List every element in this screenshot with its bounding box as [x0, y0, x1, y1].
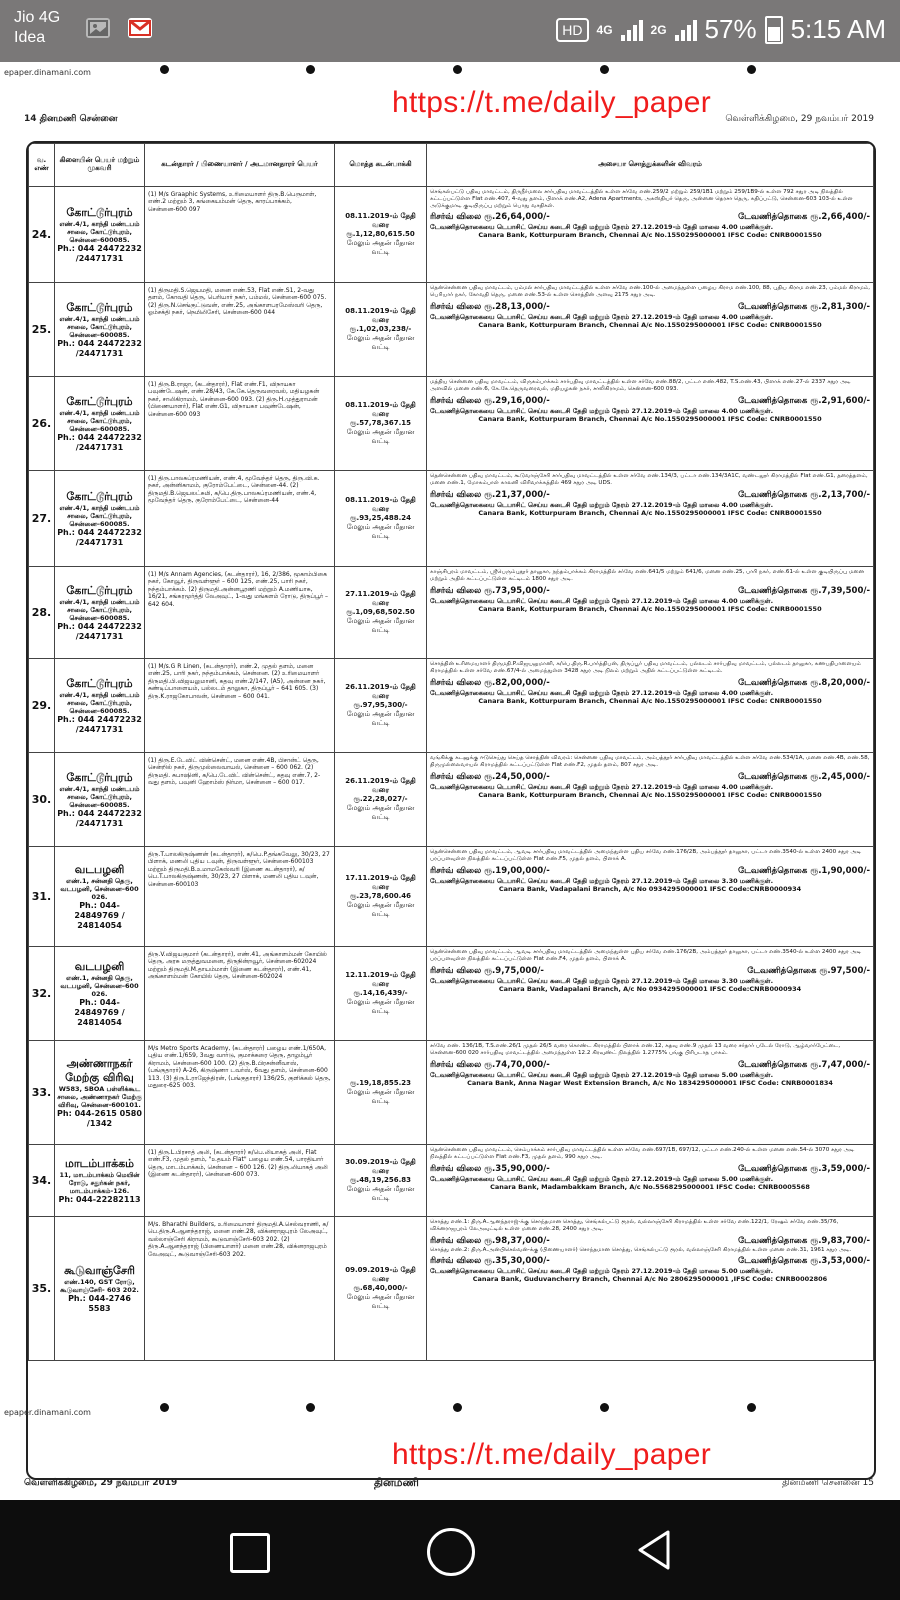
dues-amount: ரூ.97,95,300/- [353, 701, 408, 709]
dues-cell [335, 847, 427, 947]
emd-amount: டேவணித்தொகை ரூ.1,90,000/- [738, 865, 870, 876]
property-description: தென்சென்னை பதிவு மாவட்டம், ஆவடி சார்பதிவு மாவட்டத்தில் அமைந்துள்ள புதிய சர்வே எண்.176/2B, அம்பத்தூர் தாலுகா, பட்டா எண்.3540-ல் உள்ள 2400 சதுர அடி பரப்பளவுள்ள நிலத்தில் கட்டப்பட்டுள்ள Flat எண்.F5, முதல் தளம், பிளாக் A. [430, 849, 862, 862]
branch-address: எண்.4/1, காந்தி மண்டபம் சாலை, கோட்டூர்புரம், சென்னை–600085. [59, 597, 140, 622]
registration-dot [747, 65, 756, 74]
col-header-dues: மொத்த கடன்பாக்கி [335, 144, 427, 187]
registration-dots-bottom [0, 1403, 900, 1417]
footer-left: வெள்ளிக்கிழமை, 29 நவம்பர் 2019 [24, 1478, 178, 1488]
branch-cell [55, 659, 145, 753]
borrower-details: (1) M/s Graaphic Systems, உரிமையாளர் திரு.B.பெருமாள், எண்.2 மற்றும் 3, கங்கையம்மன் தெரு, காரப்பாக்கம், சென்னை-600 097 [145, 187, 335, 283]
page-footer [24, 1470, 874, 1494]
dues-tail: மேலும் அதன் மீதான வட்டி [346, 901, 415, 918]
bank-account: Canara Bank, Kotturpuram Branch, Chennai A/c No.1550295000001 IFSC Code: CNRB0001550 [478, 231, 822, 240]
table-row [29, 1217, 874, 1361]
dues-tail: மேலும் அதன் மீதான வட்டி [346, 239, 415, 256]
clock: 5:15 AM [790, 14, 886, 44]
dues-cell [335, 753, 427, 847]
branch-address: எண்.1, சன்னதி தெரு, வடபழனி, சென்னை–600 026. [60, 876, 139, 901]
carrier-line1: Jio 4G [14, 9, 61, 26]
dues-date: 27.11.2019-ம் தேதி வரை [345, 590, 416, 607]
property-description: மத்திய சென்னை பதிவு மாவட்டம், விருகம்பாக்கம் சார்பதிவு மாவட்டத்தில் உள்ள சர்வே எண்.88/2, பட்டா எண்.482, T.S.எண்.43, பிளாக் எண்.27-ல் 2337 சதுர அடி அளவில் மனை எண்.6, கே.கே.தெருவரைவல், மதியழகன் நகர், சாலிகிராமம், சென்னை-600 093. [430, 379, 851, 392]
deposit-deadline: டேவணித்தொகையை டெபாசிட் செய்ய கடைசி தேதி மற்றும் நேரம் 27.12.2019-ம் தேதி மாலை 3.30 மணிக்குள். [430, 876, 774, 885]
carrier-line2: Idea [14, 29, 46, 46]
footer-center: தினமணி [374, 1476, 419, 1489]
bank-account: Canara Bank, Kotturpuram Branch, Chennai A/c No.1550295000001 IFSC Code: CNRB0001550 [478, 320, 822, 329]
dues-cell [335, 471, 427, 567]
dues-cell [335, 567, 427, 659]
gallery-icon [86, 18, 110, 38]
bank-account: Canara Bank, Kotturpuram Branch, Chennai A/c No.1550295000001 IFSC Code: CNRB0001550 [478, 790, 822, 799]
reserve-price: ரிசர்வ் விலை ரூ.98,37,000/- [430, 1235, 550, 1246]
table-header-row [29, 144, 874, 187]
price-line [430, 489, 870, 501]
price-line [430, 395, 870, 407]
branch-name: கோட்டூர்புரம் [66, 205, 133, 219]
price-line-2 [430, 1255, 870, 1267]
property-description: தென்சென்னை பதிவு மாவட்டம், கூடுவாஞ்சேரி சார்பதிவு மாவட்டத்தில் உள்ள சர்வே எண்.134/3, பட்டா எண்.134/3A1C, வண்டலூர் கிராமத்தில் Flat எண்.G1, தரைத்தளம், மனை எண்.1, மோகம்பாள் காலனி விரிவாக்கத்தில் 469 சதுர அடி UDS. [430, 473, 868, 486]
emd-amount: டேவணித்தொகை ரூ.2,13,700/- [738, 489, 870, 500]
dues-date: 08.11.2019-ம் தேதி வரை [345, 401, 416, 418]
emd-amount: டேவணித்தொகை ரூ.2,66,400/- [738, 212, 870, 223]
price-line [430, 585, 870, 597]
gmail-icon [128, 18, 152, 38]
branch-phone: Ph.: 044 24472232 /24471731 [57, 527, 142, 547]
dues-tail: மேலும் அதன் மீதான வட்டி [346, 1293, 415, 1310]
branch-name: மாடம்பாக்கம் [64, 1156, 135, 1170]
dues-amount: ரூ.22,28,027/- [353, 795, 408, 803]
bank-account: Canara Bank, Madambakkam Branch, A/c No.5568295000001 IFSC Code: CNRB0005568 [490, 1182, 810, 1191]
registration-dot [306, 65, 315, 74]
borrower-details: (1) திரு.E.டேவிட் வின்சென்ட், மனை எண்.4B, பிசான்ட் தெரு, சென்றில் நகர், திருமுல்லைவாயல், சென்னை – 600 062. (2) திருமதி. சுபாஷினி, க/பெ.டேவிட் வின்சென்ட், கதவு எண்.7, 2-வது தளம், பவுனி ஹோம்ஸ் நிர்மா, சென்னை – 600 017. [145, 753, 335, 847]
dues-date: 26.11.2019-ம் தேதி வரை [345, 777, 416, 794]
branch-address: 11, மாடம்பாக்கம் மெயின் ரோடு, சதுர்கன் நகர், மாடம்பாக்கம்-126. [59, 1170, 140, 1195]
branch-name: கோட்டூர்புரம் [66, 770, 133, 784]
reserve-price: ரிசர்வ் விலை ரூ.35,90,000/- [430, 1163, 550, 1174]
branch-name: கோட்டூர்புரம் [66, 489, 133, 503]
dues-amount: ரூ.1,12,80,615.50 [346, 230, 415, 238]
bank-account: Canara Bank, Vadapalani Branch, A/c No 0934295000001 IFSC Code:CNRB0000934 [498, 984, 802, 993]
dues-tail: மேலும் அதன் மீதான வட்டி [346, 1185, 415, 1202]
dues-amount: ரூ.57,78,367.15 [349, 419, 412, 427]
property-description: தென்சென்னை பதிவு மாவட்டம், ஆவடி சார்பதிவு மாவட்டத்தில் அமைந்துள்ள புதிய சர்வே எண்.176/2B, அம்பத்தூர் தாலுகா, பட்டா எண்.3540-ல் உள்ள 2400 சதுர அடி பரப்பளவுள்ள நிலத்தில் கட்டப்பட்டுள்ள Flat எண்.F4, முதல் தளம், பிளாக் A. [430, 949, 862, 962]
branch-cell [55, 1217, 145, 1361]
property-cell [427, 187, 874, 283]
property-description: செங்கல்பட்டு பதிவு மாவட்டம், திருநீர்மலை சார்பதிவு மாவட்டத்தில் உள்ள சர்வே எண்.259/2 மற்றும் 259/1B1 மற்றும் 259/1B9-ல் உள்ள 792 சதுர அடி நிலத்தில் கட்டப்பட்டுள்ள Flat எண்.407, 4-வது தளம், பிளாக் எண்.A2, Adena Apartments, அகஸ்தியர் தெரு, அன்னை தெரசா தெரு, சுதிப்பட்டு, சென்னை-603 103-ல் உள்ள அடுக்குமாடி குடியிருப்பு மற்றும் பொது வசதிகள். [430, 189, 853, 209]
borrower-details: திரு.V.விஜயகுமார் (கடன்தாரர்), எண்.41, அங்காளம்மன் கோயில் தெரு, அரசு மருத்துவமனை, திருநின்றவூர், சென்னை-602024 மற்றும் திருமதி.M.தாயம்மாள் (இணை கடன்தாரர்), எண்.41, அங்காளம்மன் கோயில் தெரு, சென்னை-602024 [145, 947, 335, 1041]
branch-name: வடபழனி [74, 862, 125, 876]
notice-table [28, 143, 874, 1361]
registration-dot [747, 1403, 756, 1412]
dues-cell [335, 187, 427, 283]
price-line [430, 1235, 870, 1247]
status-bar [0, 0, 900, 62]
branch-phone: Ph: 044-2615 0580 /1342 [57, 1108, 142, 1128]
property-description: சொத்து எண்.1: திரு.A.ஆனந்தராஜ்-க்கு சொந்தமான சொத்து, செங்கல்பட்டு ரூரல், வல்லாஞ்சேரி கிராமத்தில் உள்ள சர்வே எண்.122/1, ரேஷம் சர்வே எண்.35/76, விக்னராஜபுரம் லேஅவுட்டில் உள்ள மனை எண்.28, 2400 சதுர அடி. [430, 1219, 839, 1232]
dues-cell [335, 1145, 427, 1217]
branch-phone: Ph.: 044 24472232 /24471731 [57, 338, 142, 358]
property-description: காஞ்சிபுரம் மாவட்டம், ஸ்ரீபெரும்புதூர் தாலுகா, நந்தம்பாக்கம் கிராமத்தில் சர்வே எண்.641/5 மற்றும் 641/6, மனை எண்.25, பாரி நகர், எண்.61-ல் உள்ள குடியிருப்பு மனை மற்றும் அதில் கட்டப்பட்டுள்ள கட்டிடம் 1800 சதுர அடி. [430, 569, 865, 582]
table-row [29, 567, 874, 659]
branch-phone: Ph.: 044 24472232 /24471731 [57, 714, 142, 734]
dues-tail: மேலும் அதன் மீதான வட்டி [346, 1088, 415, 1105]
registration-dot [600, 1403, 609, 1412]
carrier-label [14, 8, 60, 48]
property-cell [427, 1041, 874, 1145]
table-row [29, 947, 874, 1041]
reserve-price: ரிசர்வ் விலை ரூ.29,16,000/- [430, 395, 550, 406]
table-row [29, 283, 874, 377]
reserve-price-2: ரிசர்வ் விலை ரூ.35,30,000/- [430, 1256, 550, 1267]
dues-date: 08.11.2019-ம் தேதி வரை [345, 212, 416, 229]
dues-date: 26.11.2019-ம் தேதி வரை [345, 683, 416, 700]
branch-address: எண்.140, GST ரோடு, கூடுவாஞ்சேரி- 603 202. [60, 1277, 139, 1294]
serial-number: 33. [29, 1041, 55, 1145]
dues-date: 12.11.2019-ம் தேதி வரை [345, 971, 416, 988]
reserve-price: ரிசர்வ் விலை ரூ.73,95,000/- [430, 585, 550, 596]
dues-amount: ரூ.1,09,68,502.50 [346, 608, 415, 616]
emd-amount-2: டேவணித்தொகை ரூ.3,53,000/- [738, 1256, 870, 1267]
col-header-borrower: கடன்தாரர் / பிணையாளர் / அடமானதாரர் பெயர் [145, 144, 335, 187]
dues-amount: ரூ.48,19,256.83 [349, 1176, 412, 1184]
branch-address: எண்.4/1, காந்தி மண்டபம் சாலை, கோட்டூர்புரம், சென்னை–600085. [59, 503, 140, 528]
branch-phone: Ph.: 044-2746 5583 [68, 1293, 131, 1313]
branch-phone: Ph.: 044-24849769 / 24814054 [74, 997, 125, 1027]
deposit-deadline: டேவணித்தொகையை டெபாசிட் செய்ய கடைசி தேதி மற்றும் நேரம் 27.12.2019-ம் தேதி மாலை 4.00 மணிக்குள். [430, 688, 774, 697]
dues-amount: ரூ.68,40,000/- [353, 1284, 408, 1292]
branch-address: எண்.4/1, காந்தி மண்டபம் சாலை, கோட்டூர்புரம், சென்னை–600085. [59, 784, 140, 809]
dues-amount: ரூ.19,18,855.23 [349, 1079, 412, 1087]
price-line [430, 301, 870, 313]
dues-tail: மேலும் அதன் மீதான வட்டி [346, 804, 415, 821]
dues-date: 17.11.2019-ம் தேதி வரை [345, 874, 416, 891]
branch-cell [55, 1041, 145, 1145]
navigation-bar [0, 1500, 900, 1600]
branch-cell [55, 847, 145, 947]
borrower-details: (1) திரு.B.ராஜா, (கடன்தாரர்), Flat எண்.F1, விநாயகா பவுண்டேஷன், எண்.28/43, கே.கே.தெருவரைவல், மதியழகன் நகர், சாலிகிராமம், சென்னை-600 093. (2) திரு.H.முத்துராமன் (பிணையாளர்), Flat எண்.G1, விநாயகா பவுண்டேஷன், சென்னை-600 093 [145, 377, 335, 471]
hd-badge: HD [556, 18, 588, 42]
dues-cell [335, 377, 427, 471]
emd-amount: டேவணித்தொகை ரூ.7,39,500/- [738, 585, 870, 596]
emd-amount: டேவணித்தொகை ரூ.9,83,700/- [738, 1235, 870, 1246]
price-line [430, 211, 870, 223]
branch-phone: Ph: 044-22282113 [58, 1194, 141, 1204]
dues-amount: ரூ.23,78,600.46 [349, 892, 412, 900]
dues-tail: மேலும் அதன் மீதான வட்டி [346, 617, 415, 634]
signal-icon-2 [675, 19, 697, 41]
emd-amount: டேவணித்தொகை ரூ.2,81,300/- [738, 301, 870, 312]
telegram-link-top[interactable]: https://t.me/daily_paper [392, 86, 712, 119]
serial-number: 29. [29, 659, 55, 753]
net1-label: 4G [596, 22, 613, 37]
price-line [430, 677, 870, 689]
deposit-deadline: டேவணித்தொகையை டெபாசிட் செய்ய கடைசி தேதி மற்றும் நேரம் 27.12.2019-ம் தேதி மாலை 5.00 மணிக்குள். [430, 1267, 774, 1276]
dues-amount: ரூ.14,16,439/- [353, 989, 408, 997]
dues-tail: மேலும் அதன் மீதான வட்டி [346, 710, 415, 727]
property-cell [427, 1217, 874, 1361]
status-right [556, 14, 886, 45]
home-icon[interactable] [427, 1528, 475, 1576]
branch-address: எண்.1, சன்னதி தெரு, வடபழனி, சென்னை–600 026. [60, 973, 139, 998]
reserve-price: ரிசர்வ் விலை ரூ.24,50,000/- [430, 771, 550, 782]
table-row [29, 471, 874, 567]
dues-tail: மேலும் அதன் மீதான வட்டி [346, 428, 415, 445]
property-cell [427, 753, 874, 847]
price-line [430, 1163, 870, 1175]
branch-phone: Ph.: 044 24472232 /24471731 [57, 243, 142, 263]
borrower-details: (1) திருமதி.S.ஜெயமதி, மனை எண்.53, Flat எண்.S1, 2-வது தளம், கோவதி தெரு, பெரியார் நகர், பம்மல், சென்னை-600 075. (2) திரு.N.செங்குட்டுவன், எண்.25, அங்காளபரமேஸ்வரி தெரு, ஓம்சக்தி நகர், நெமிலிசேரி, சென்னை-600 044 [145, 283, 335, 377]
table-row [29, 377, 874, 471]
branch-name: கோட்டூர்புரம் [66, 394, 133, 408]
dues-amount: ரூ.93,25,488.24 [349, 514, 412, 522]
registration-dot [160, 1403, 169, 1412]
registration-dots-top [0, 65, 900, 79]
deposit-deadline: டேவணித்தொகையை டெபாசிட் செய்ய கடைசி தேதி மற்றும் நேரம் 27.12.2019-ம் தேதி மாலை 5.00 மணிக்குள். [430, 1174, 774, 1183]
branch-phone: Ph.: 044-24849769 / 24814054 [74, 900, 125, 930]
branch-name: அண்ணாநகர் மேற்கு விரிவு [65, 1056, 134, 1084]
dues-date: 09.09.2019-ம் தேதி வரை [345, 1266, 416, 1283]
emd-amount: டேவணித்தொகை ரூ.2,45,000/- [738, 771, 870, 782]
dues-amount: ரூ.1,02,03,238/- [349, 325, 412, 333]
property-cell [427, 847, 874, 947]
bank-account: Canara Bank, Kotturpuram Branch, Chennai A/c No.1550295000001 IFSC Code: CNRB0001550 [478, 508, 822, 517]
emd-amount: டேவணித்தொகை ரூ.97,500/- [747, 965, 870, 976]
col-header-description: அசையா சொத்துக்களின் விவரம் [427, 144, 874, 187]
property-cell [427, 377, 874, 471]
borrower-details: M/s. Bharathi Builders, உரிமையாளர் திருமதி.A.செல்வராணி, க/பெ.திரு.A.ஆனந்தராஜ், மனை எண்.28, விக்னராஜபுரம் லேஅவுட், வல்லாஞ்சேரி கிராமம், கூடுவாஞ்சேரி-603 202. (2) திரு.A.ஆனந்தராஜ் (பிணையாளர்) மனை எண்.28, விக்னராஜபுரம் லேஅவுட், கூடுவாஞ்சேரி-603 202. [145, 1217, 335, 1361]
branch-cell [55, 187, 145, 283]
property-cell [427, 1145, 874, 1217]
deposit-deadline: டேவணித்தொகையை டெபாசிட் செய்ய கடைசி தேதி மற்றும் நேரம் 27.12.2019-ம் தேதி மாலை 4.00 மணிக்குள். [430, 596, 774, 605]
recent-apps-icon[interactable] [230, 1533, 270, 1573]
price-line [430, 1059, 870, 1071]
borrower-details: (1) திரு.பாலசுப்ரமணியன், எண்.4, மூவேந்தர் தெரு, திரு.வி.க. நகர், அன்னிகாமம், குரோம்பேட்டை, சென்னை-44. (2) திருமதி.B.ஜெயலட்சுமி, க/பெ.திரு.பாலசுப்ரமணியன், எண்.4, மூவேந்தர் தெரு, குரோம்பேட்டை, சென்னை-44 [145, 471, 335, 567]
branch-cell [55, 753, 145, 847]
property-description: வங்கிக்கு கடனுக்கு ஈடுசெய்து செய்த சொத்தின் விவரம்: சென்னை பதிவு மாவட்டம், அம்பத்தூர் சார்பதிவு மாவட்டத்தில் உள்ள சர்வே எண்.534/1A, மனை எண்.4B, எண்.58, திருமுல்லைவாயல் கிராமத்தில் கட்டப்பட்டுள்ள Flat எண்.F2, முதல் தளம், 807 சதுர அடி. [430, 755, 870, 768]
branch-name: கோட்டூர்புரம் [66, 583, 133, 597]
deposit-deadline: டேவணித்தொகையை டெபாசிட் செய்ய கடைசி தேதி மற்றும் நேரம் 27.12.2019-ம் தேதி மாலை 4.00 மணிக்குள். [430, 782, 774, 791]
reserve-price: ரிசர்வ் விலை ரூ.26,64,000/- [430, 212, 550, 223]
deposit-deadline: டேவணித்தொகையை டெபாசிட் செய்ய கடைசி தேதி மற்றும் நேரம் 27.12.2019-ம் தேதி மாலை 4.00 மணிக்குள். [430, 312, 774, 321]
dues-tail: மேலும் அதன் மீதான வட்டி [346, 523, 415, 540]
branch-phone: Ph.: 044 24472232 /24471731 [57, 621, 142, 641]
branch-cell [55, 1145, 145, 1217]
emd-amount: டேவணித்தொகை ரூ.2,91,600/- [738, 395, 870, 406]
table-row [29, 753, 874, 847]
emd-amount: டேவணித்தொகை ரூ.3,59,000/- [738, 1163, 870, 1174]
deposit-deadline: டேவணித்தொகையை டெபாசிட் செய்ய கடைசி தேதி மற்றும் நேரம் 27.12.2019-ம் தேதி மாலை 4.00 மணிக்குள். [430, 223, 774, 232]
branch-cell [55, 567, 145, 659]
property-cell [427, 471, 874, 567]
table-row [29, 847, 874, 947]
serial-number: 28. [29, 567, 55, 659]
serial-number: 24. [29, 187, 55, 283]
emd-amount: டேவணித்தொகை ரூ.7,47,000/- [738, 1059, 870, 1070]
registration-dot [600, 65, 609, 74]
serial-number: 25. [29, 283, 55, 377]
emd-amount: டேவணித்தொகை ரூ.8,20,000/- [738, 677, 870, 688]
telegram-link-bottom[interactable]: https://t.me/daily_paper [392, 1438, 712, 1471]
registration-dot [453, 65, 462, 74]
price-line [430, 965, 870, 977]
borrower-details: (1) M/s Annam Agencies, (கடன்தாரர்), 16, 2/386, மூகாம்பிகை நகர், கோவூர், திருவள்ளூர் – 600 125, எண்.25, பாரி நகர், நந்தம்பாக்கம். (2) திருமதி.அன்னபூரணி மற்றும் A.மணியாசு, 16/21, சங்கரமூர்த்தி லேஅவுட், 1-வது மங்களம் ரோடு, திருப்பூர் – 642 604. [145, 567, 335, 659]
registration-dot [160, 65, 169, 74]
back-icon[interactable] [634, 1528, 674, 1572]
footer-right: தினமணி சென்னை 15 [782, 1478, 874, 1488]
dues-tail: மேலும் அதன் மீதான வட்டி [346, 334, 415, 351]
signal-icon [621, 19, 643, 41]
bank-account: Canara Bank, Kotturpuram Branch, Chennai A/c No.1550295000001 IFSC Code: CNRB0001550 [478, 414, 822, 423]
branch-cell [55, 283, 145, 377]
branch-phone: Ph.: 044 24472232 /24471731 [57, 432, 142, 452]
table-row [29, 1145, 874, 1217]
reserve-price: ரிசர்வ் விலை ரூ.82,00,000/- [430, 677, 550, 688]
borrower-details: (1) M/s.G R Linen, (கடன்தாரர்), எண்.2, முதல் தளம், மனை எண்.25, பாரி நகர், நந்தம்பாக்கம், சென்னை. (2) உரிமையாளர் திருமதி.பி.விஜயலுமானி, கதவு எண்.2/147, (A5), அன்னை நகர், சுண்டிப்பாளையம், பல்லடம் தாலுகா, திருப்பூர் – 641 605. (3) திரு.K.ராஜகோபாலன், சென்னை – 600 041. [145, 659, 335, 753]
property-cell [427, 659, 874, 753]
col-header-sno: வ. எண் [29, 144, 55, 187]
reserve-price: ரிசர்வ் விலை ரூ.19,00,000/- [430, 865, 550, 876]
property-description: தென்சென்னை பதிவு மாவட்டம், பம்மல் சார்பதிவு மாவட்டத்தில் உள்ள சர்வே எண்.100-ல் அமைந்துள்ள பழைய கிராம எண்.100, 88, புதிய கிராம எண்.23, பம்மல் கிராமம், பெரியார் நகர், கோவதி தெரு, மனை எண்.53-ல் உள்ள சொத்தின் அளவு 2175 சதுர அடி. [430, 285, 870, 298]
dues-date: 08.11.2019-ம் தேதி வரை [345, 307, 416, 324]
table-row [29, 187, 874, 283]
branch-name: வடபழனி [74, 959, 125, 973]
price-line [430, 865, 870, 877]
epaper-label-top: epaper.dinamani.com [4, 68, 91, 77]
property-description: சொத்தின் உரிமையாளர் திருமதி.P.விஜயலுமானி, க/பெ.திரு.R.பார்த்திபன், திருப்பூர் பதிவு மாவட்டம், பல்லடம் சார்பதிவு மாவட்டம், பல்லடம் தாலுகா, கணபதிபாளையம் கிராமத்தில் உள்ள சர்வே எண்.67/4-ல் அமைந்துள்ள 3428 சதுர அடி நிலம் மற்றும் அதில் கட்டப்பட்டுள்ள கட்டிடம். [430, 661, 861, 674]
bank-account: Canara Bank, Kotturpuram Branch, Chennai A/c No.1550295000001 IFSC Code: CNRB0001550 [478, 696, 822, 705]
bank-account: Canara Bank, Vadapalani Branch, A/c No 0934295000001 IFSC Code:CNRB0000934 [498, 884, 802, 893]
auction-notice-table [26, 141, 876, 1480]
table-row [29, 1041, 874, 1145]
serial-number: 31. [29, 847, 55, 947]
branch-cell [55, 947, 145, 1041]
dues-date: 08.11.2019-ம் தேதி வரை [345, 496, 416, 513]
net2-label: 2G [650, 22, 667, 37]
branch-cell [55, 471, 145, 567]
dues-tail: மேலும் அதன் மீதான வட்டி [346, 998, 415, 1015]
reserve-price: ரிசர்வ் விலை ரூ.74,70,000/- [430, 1059, 550, 1070]
deposit-deadline: டேவணித்தொகையை டெபாசிட் செய்ய கடைசி தேதி மற்றும் நேரம் 27.12.2019-ம் தேதி மாலை 4.00 மணிக்குள். [430, 500, 774, 509]
header-left: 14 தினமணி சென்னை [24, 114, 118, 124]
serial-number: 30. [29, 753, 55, 847]
price-line [430, 771, 870, 783]
serial-number: 35. [29, 1217, 55, 1361]
dues-cell [335, 1217, 427, 1361]
branch-name: கோட்டூர்புரம் [66, 300, 133, 314]
branch-phone: Ph.: 044 24472232 /24471731 [57, 808, 142, 828]
deposit-deadline: டேவணித்தொகையை டெபாசிட் செய்ய கடைசி தேதி மற்றும் நேரம் 27.12.2019-ம் தேதி மாலை 4.00 மணிக்குள். [430, 406, 774, 415]
dues-date: 30.09.2019-ம் தேதி வரை [345, 1158, 416, 1175]
reserve-price: ரிசர்வ் விலை ரூ.9,75,000/- [430, 965, 544, 976]
branch-address: எண்.4/1, காந்தி மண்டபம் சாலை, கோட்டூர்புரம், சென்னை–600085. [59, 314, 140, 339]
bank-account: Canara Bank, Guduvancherry Branch, Chennai A/c No 2806295000001 ,IFSC Code: CNRB0002806 [472, 1275, 828, 1284]
dues-cell [335, 1041, 427, 1145]
serial-number: 32. [29, 947, 55, 1041]
branch-address: எண்.4/1, காந்தி மண்டபம் சாலை, கோட்டூர்புரம், சென்னை–600085. [59, 408, 140, 433]
dues-cell [335, 947, 427, 1041]
bank-account: Canara Bank, Anna Nagar West Extension Branch, A/c No 1834295000001 IFSC Code: CNRB0001834 [467, 1078, 833, 1087]
deposit-deadline: டேவணித்தொகையை டெபாசிட் செய்ய கடைசி தேதி மற்றும் நேரம் 27.12.2019-ம் தேதி மாலை 5.00 மணிக்குள். [430, 1070, 774, 1079]
table-row [29, 659, 874, 753]
branch-address: எண்.4/1, காந்தி மண்டபம் சாலை, கோட்டூர்புரம், சென்னை–600085. [59, 690, 140, 715]
serial-number: 26. [29, 377, 55, 471]
branch-name: கூடுவாஞ்சேரி [64, 1263, 135, 1277]
reserve-price: ரிசர்வ் விலை ரூ.28,13,000/- [430, 301, 550, 312]
property-cell [427, 567, 874, 659]
serial-number: 27. [29, 471, 55, 567]
registration-dot [306, 1403, 315, 1412]
deposit-deadline: டேவணித்தொகையை டெபாசிட் செய்ய கடைசி தேதி மற்றும் நேரம் 27.12.2019-ம் தேதி மாலை 3.30 மணிக்குள். [430, 976, 774, 985]
branch-cell [55, 377, 145, 471]
property-cell [427, 283, 874, 377]
property-description-2: சொத்து எண்.2: திரு.A.அன்பிசெல்வன்-க்கு (பிணையாளர்) சொந்தமான சொத்து, செங்கல்பட்டு ரூரல், வல்லாஞ்சேரி கிராமத்தில் உள்ள மனை எண்.31, 1961 சதுர அடி. [430, 1246, 852, 1253]
borrower-details: திரு.T.பாலகிருஷ்ணன் (கடன்தாரர்), க/பெ.P.தங்கவேலு, 30/23, 27 பிளாக், மணலி புதிய டவுன், திருவள்ளூர், சென்னை-600103 மற்றும் திருமதி.B.உமாமகேஸ்வரி (இணை கடன்தாரர்), க/பெ.T.பாலகிருஷ்ணன், 30/23, 27 பிளாக், மணலி புதிய டவுன், சென்னை-600103 [145, 847, 335, 947]
battery-icon [765, 16, 783, 44]
bank-account: Canara Bank, Kotturpuram Branch, Chennai A/c No.1550295000001 IFSC Code: CNRB0001550 [478, 604, 822, 613]
branch-name: கோட்டூர்புரம் [66, 676, 133, 690]
borrower-details: (1) திரு.L.பிரசாத் அலி, (கடன்தாரர்) க/பெ.லியாகத் அலி, Flat எண்.F3, முதல் தளம், "உதயம் Flat" பழைய எண்.54, பாரதியார் தெரு, மாடம்பாக்கம், சென்னை – 600 126. (2) திரு.லியாகத் அலி (இணை கடன்தாரர்), சென்னை-600 073. [145, 1145, 335, 1217]
property-description: தென்சென்னை பதிவு மாவட்டம், செம்பாக்கம் சார்பதிவு மாவட்டத்தில் உள்ள சர்வே எண்.697/1B, 697/12, பட்டா எண்.240-ல் உள்ள மனை எண்.54-ல் 3070 சதுர அடி நிலத்தில் கட்டப்பட்டுள்ள Flat எண்.F3, முதல் தளம், 990 சதுர அடி. [430, 1147, 855, 1160]
borrower-details: M/s Metro Sports Academy, (கடன்தாரர்) பழைய எண்.1/650A, புதிய எண்.1/659, 3வது வார்டு, குமாக்கரை தெரு, தாழம்பூர் கிராமம், சென்னை-600 100. (2) திரு.B.பிரசன்னீவாஸ், (பங்குதாரர்) A-26, கிருஷ்ணா டவர்ஸ், 6வது தளம், சென்னை-600 113. (3) திரு.L.ராஜேந்திரன், (பங்குதாரர்) 136/25, குளிக்கல் தெரு, மதுரை-625 003. [145, 1041, 335, 1145]
header-right: வெள்ளிக்கிழமை, 29 நவம்பர் 2019 [725, 114, 874, 124]
dues-cell [335, 659, 427, 753]
property-cell [427, 947, 874, 1041]
property-description: சர்வே எண். 136/1B, T.S.எண்.26/1 முதல் 26/5 வரை கொண்ட கிராமத்தில் பிளாக் எண்.12, கதவு எண்.9 முதல் 13 வரை சர்தார் படேல் ரோடு, ஆழ்வார்பேட்டை, சென்னை-600 020 சார்பதிவு மாவட்டத்தில் அமைந்துள்ள 12.2 கிரவுண்ட் நிலத்தில் 1.2775% பங்கு பிரிபடாத பாகம். [430, 1043, 841, 1056]
serial-number: 34. [29, 1145, 55, 1217]
newspaper-page[interactable] [0, 62, 900, 1500]
branch-address: எண்.4/1, காந்தி மண்டபம் சாலை, கோட்டூர்புரம், சென்னை–600085. [59, 219, 140, 244]
epaper-label-bottom: epaper.dinamani.com [4, 1408, 91, 1417]
registration-dot [453, 1403, 462, 1412]
dues-cell [335, 283, 427, 377]
battery-percent: 57% [704, 14, 757, 44]
branch-address: W583, SBOA பள்ளிக்கூட சாலை, அண்ணாநகர் மேற்கு விரிவு, சென்னை-600101. [57, 1084, 142, 1109]
col-header-branch: கிளையின் பெயர் மற்றும் முகவரி [55, 144, 145, 187]
reserve-price: ரிசர்வ் விலை ரூ.21,37,000/- [430, 489, 550, 500]
